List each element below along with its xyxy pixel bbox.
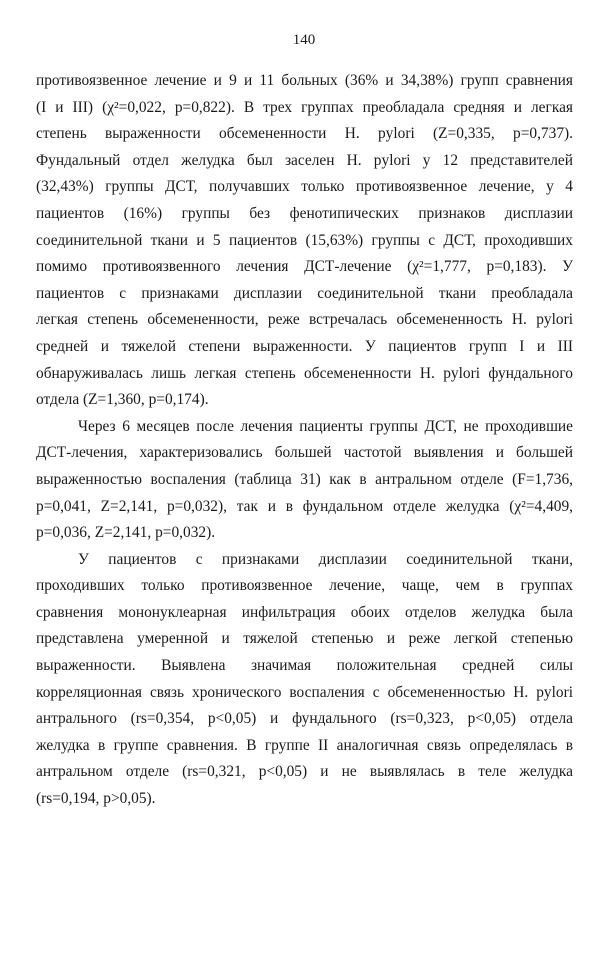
text-line: помимо противоязвенного лечения ДСТ-лечение (χ²=1,777, p=0,183). У: [36, 258, 573, 276]
text-line: соединительной ткани и 5 пациентов (15,63%) группы с ДСТ, проходивших: [36, 231, 573, 249]
text-line: проходивших только противоязвенное лечение, чаще, чем в группах: [36, 577, 573, 595]
text-line: У пациентов с признаками дисплазии соединительной ткани,: [78, 550, 573, 568]
text-line: обнаруживалась лишь легкая степень обсемененности H. pylori фундального: [36, 364, 573, 382]
text-line: антрального (rs=0,354, p<0,05) и фундального (rs=0,323, p<0,05) отдела: [36, 710, 573, 728]
text-line: выраженности. Выявлена значимая положительная средней силы: [36, 657, 573, 675]
document-body: [36, 68, 573, 813]
text-line: (32,43%) группы ДСТ, получавших только противоязвенное лечение, у 4: [36, 178, 573, 196]
text-line: антральном отделе (rs=0,321, p<0,05) и не выявлялась в теле желудка: [36, 763, 573, 781]
text-line: ДСТ-лечения, характеризовались большей частотой выявления и большей: [36, 444, 573, 462]
text-line: Фундальный отдел желудка был заселен H. pylori у 12 представителей: [36, 151, 573, 169]
text-line: (I и III) (χ²=0,022, p=0,822). В трех группах преобладала средняя и легкая: [36, 98, 573, 116]
text-line: выраженностью воспаления (таблица 31) как в антральном отделе (F=1,736,: [36, 470, 573, 488]
page-number: 140: [292, 32, 316, 48]
text-line: сравнения мононуклеарная инфильтрация обоих отделов желудка была: [36, 603, 573, 621]
text-line: представлена умеренной и тяжелой степенью и реже легкой степенью: [36, 630, 573, 648]
text-line: степень выраженности обсемененности H. pylori (Z=0,335, p=0,737).: [36, 125, 573, 143]
text-line: пациентов с признаками дисплазии соединительной ткани преобладала: [36, 284, 573, 302]
text-line: корреляционная связь хронического воспаления с обсемененностью H. pylori: [36, 683, 573, 701]
text-line: легкая степень обсемененности, реже встречалась обсемененность H. pylori: [36, 311, 573, 329]
text-line: Через 6 месяцев после лечения пациенты группы ДСТ, не проходившие: [78, 417, 573, 435]
text-line: противоязвенное лечение и 9 и 11 больных (36% и 34,38%) групп сравнения: [36, 72, 573, 89]
text-line: желудка в группе сравнения. В группе II аналогичная связь определялась в: [36, 736, 573, 754]
text-line: пациентов (16%) группы без фенотипических признаков дисплазии: [36, 204, 573, 222]
text-line: отдела (Z=1,360, p=0,174).: [36, 391, 209, 409]
text-line: p=0,041, Z=2,141, p=0,032), так и в фундальном отделе желудка (χ²=4,409,: [36, 497, 573, 515]
paragraph-1: [36, 68, 573, 414]
paragraph-2: [36, 414, 573, 547]
text-line: p=0,036, Z=2,141, p=0,032).: [36, 524, 216, 542]
text-line: (rs=0,194, p>0,05).: [36, 790, 156, 808]
paragraph-3: [36, 547, 573, 813]
text-line: средней и тяжелой степени выраженности. У пациентов групп I и III: [36, 337, 573, 355]
